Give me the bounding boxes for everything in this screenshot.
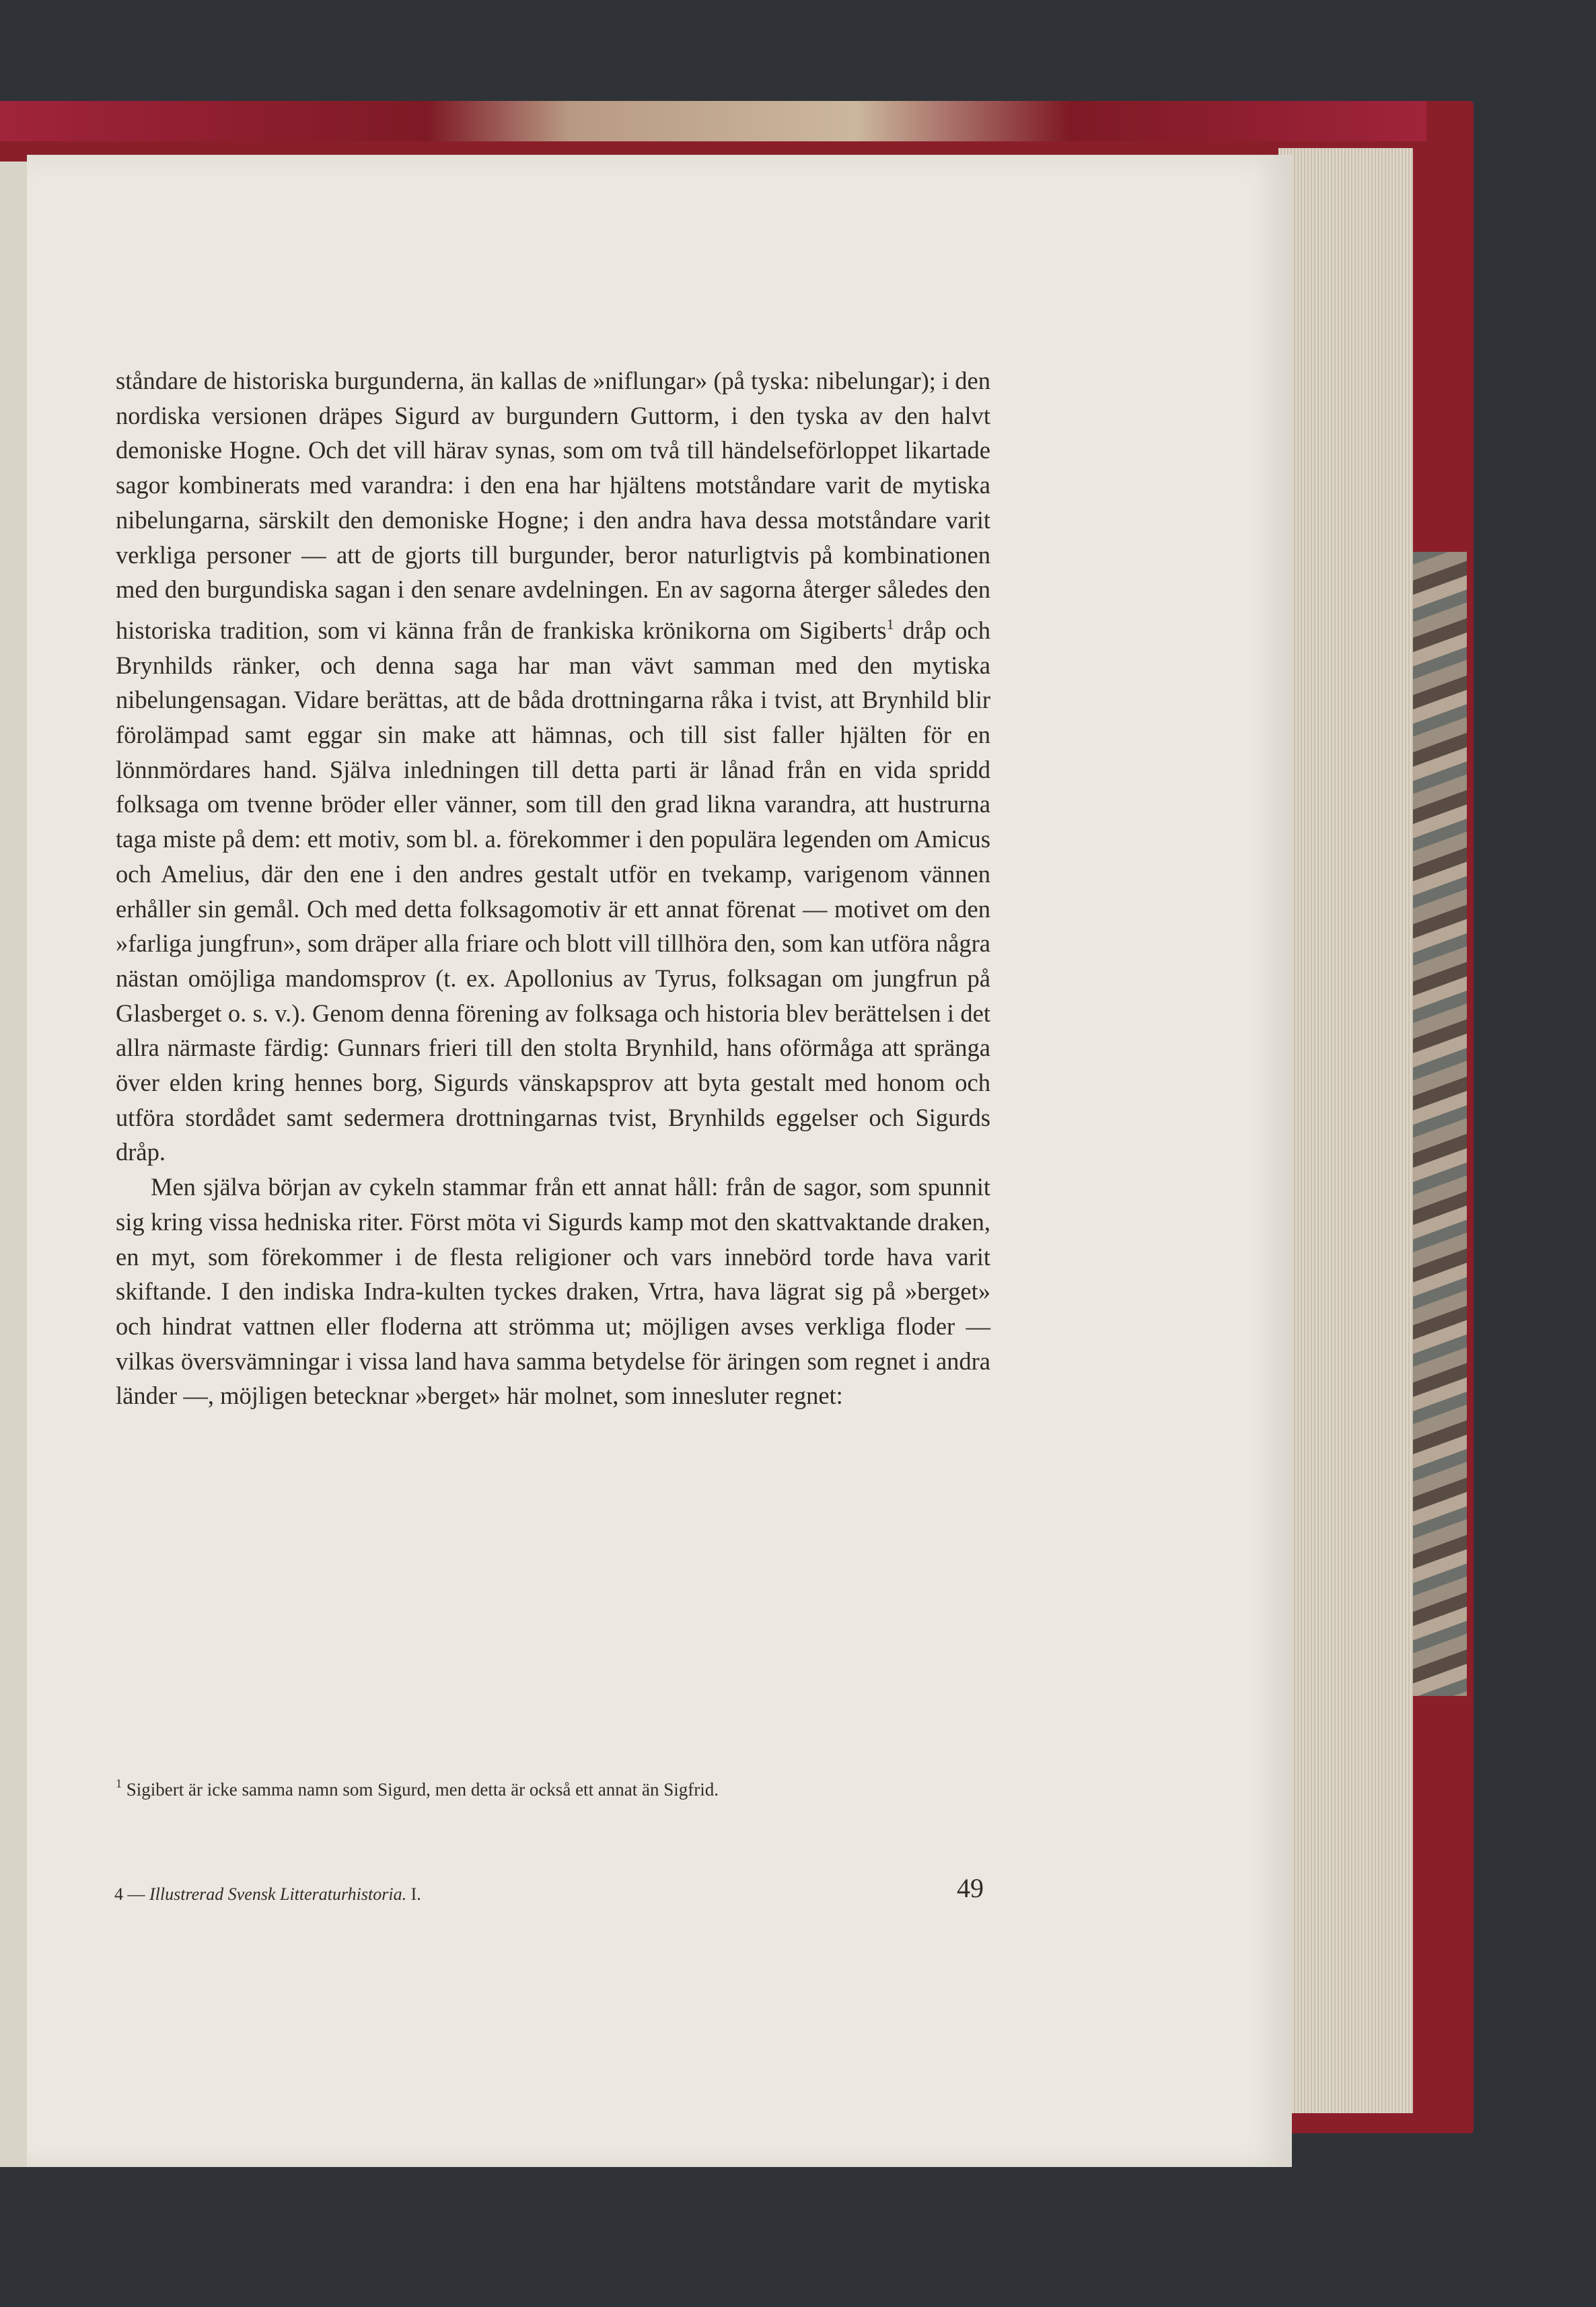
book-spine-edge [0, 101, 1426, 141]
paragraph-1-start: ståndare de historiska burgunderna, än kallas de »niflungar» (på tyska: nibelungar); i den nordiska versionen dräpes Sigurd av burgundern Guttorm, i den tyska av den halvt demoniske Hogne. Och det vill härav synas, som om två till händelseförloppet likartade sagor kombinerats med varandra: i den ena har hjältens motståndare varit de mytiska nibelungarna, särskilt den demoniske Hogne; i den andra hava dessa motståndare varit verkliga personer — att de gjorts till burgunder, beror naturligtvis på kombinationen med den burgundiska sagan i den senare avdelningen. En av sagorna återger således den historiska tradition, som vi känna från de frankiska krönikorna om Sigiberts [116, 367, 990, 644]
footnote-reference: 1 [886, 615, 894, 633]
paragraph-1-continuation: dråp och Brynhilds ränker, och denna saga har man vävt samman med den mytiska nibelungensagan. Vidare berättas, att de båda drottningarna råka i tvist, att Brynhild blir förolämpad samt eggar sin make att hämnas, och till sist faller hjälten för en lönnmördares hand. Själva inledningen till detta parti är lånad från en vida spridd folksaga om tvenne bröder eller vänner, som till den grad likna varandra, att hustrurna taga miste på dem: ett motiv, som bl. a. förekommer i den populära legenden om Amicus och Amelius, där den ene i den andres gestalt utför en tvekamp, varigenom vännen erhåller sin gemål. Och med detta folksagomotiv är ett annat förenat — motivet om den »farliga jungfrun», som dräper alla friare och blott vill tillhöra den, som kan utföra några nästan omöjliga mandomsprov (t. ex. Apollonius av Tyrus, folksagan om jungfrun på Glasberget o. s. v.). Genom denna förening av folksaga och historia blev berättelsen i det allra närmaste färdig: Gunnars frieri till den stolta Brynhild, hans oförmåga att spränga över elden kring hennes borg, Sigurds vänskapsprov att byta gestalt med honom och utföra stordådet samt sedermera drottningarnas tvist, Brynhilds eggelser och Sigurds dråp. [116, 616, 990, 1166]
footnote-marker: 1 [116, 1777, 122, 1790]
signature-series: Illustrerad Svensk Litteraturhistoria. [149, 1884, 407, 1904]
marbled-edge [1413, 552, 1467, 1696]
signature-number: 4 — [114, 1884, 145, 1904]
footnote [116, 1770, 990, 1803]
paragraph-1 [116, 363, 990, 1170]
body-text [116, 363, 990, 1413]
footnote-text: Sigibert är icke samma namn som Sigurd, men detta är också ett annat än Sigfrid. [122, 1779, 719, 1800]
page-number: 49 [957, 1873, 984, 1903]
left-page-edge [0, 162, 27, 2167]
signature-volume: I. [410, 1884, 421, 1904]
page-stack-edge [1278, 148, 1413, 2113]
paragraph-2: Men själva början av cykeln stammar från ett annat håll: från de sagor, som spunnit sig kring vissa hedniska riter. Först möta vi Sigurds kamp mot den skattvaktande draken, en myt, som förekommer i de flesta religioner och vars innebörd torde hava varit skiftande. I den indiska Indra-kulten tyckes draken, Vrtra, hava lägrat sig på »berget» och hindrat vattnen eller floderna att strömma ut; möjligen avses verkliga floder — vilkas översvämningar i vissa land hava samma betydelse för äringen som regnet i andra länder —, möjligen betecknar »berget» här molnet, som innesluter regnet: [116, 1173, 990, 1410]
printer-signature [114, 1884, 421, 1905]
